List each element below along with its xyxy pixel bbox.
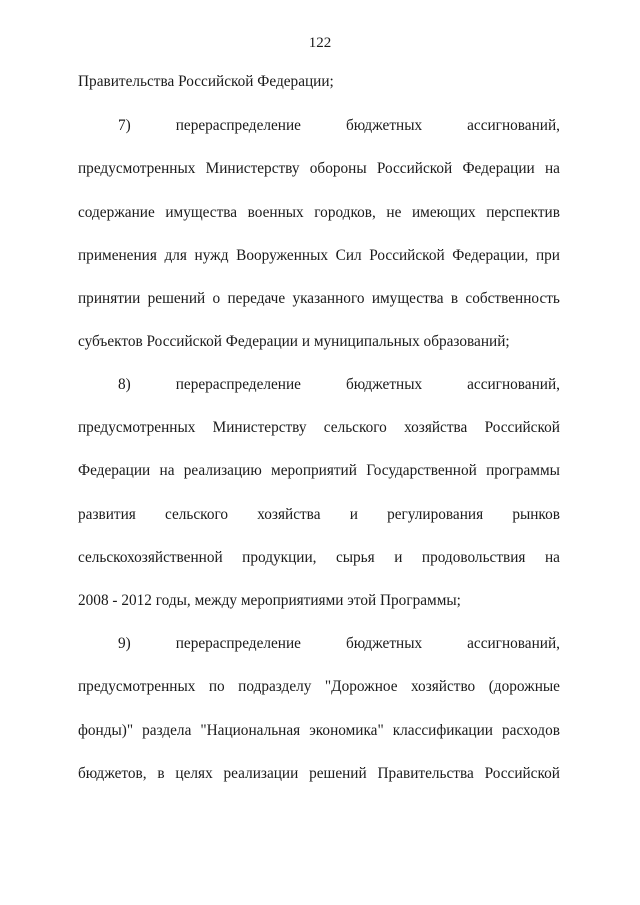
word: содержание [78,204,155,221]
word: сырья [335,549,375,566]
word: предусмотренных [78,678,196,695]
word: Российской [484,765,560,782]
word: сельского [165,506,229,523]
word: перераспределение [175,635,301,652]
text-line [78,246,560,266]
word: Российской [376,160,453,177]
word: хозяйство [410,678,476,695]
word: принятии [78,290,141,307]
text-line [78,418,560,438]
item-number: 9) [118,635,131,652]
word: обороны [309,160,367,177]
word: программы [486,462,560,479]
word: в [450,290,459,307]
word: Федерации, [452,247,529,264]
word: Федерации [462,160,535,177]
word: экономика" [309,722,384,739]
word: целях [175,765,213,782]
word: бюджетных [345,117,423,134]
text-line [78,159,560,179]
text-line [78,72,560,92]
word: реализации [223,765,299,782]
word: указанного [292,290,365,307]
word: рынков [512,506,560,523]
word: регулирования [387,506,484,523]
word: перспектив [486,204,560,221]
word: решений [147,290,206,307]
word: и [394,549,403,566]
text-segment: субъектов Российской Федерации и муниципальных образований; [78,333,510,350]
text-line [78,677,560,697]
word: хозяйства [257,506,321,523]
word: имеющих [411,204,476,221]
word: мероприятий [271,462,357,479]
word: нужд [194,247,229,264]
word: раздела [142,722,192,739]
word: ассигнований, [467,376,560,393]
word: предусмотренных [78,160,196,177]
word: по [208,678,225,695]
word: Министерству [212,419,307,436]
word: реализацию [183,462,262,479]
word: имущества [165,204,238,221]
word: применения [78,247,157,264]
word: Вооруженных [236,247,329,264]
text-segment: Правительства Российской Федерации; [78,73,334,90]
word: Российской [369,247,445,264]
word: предусмотренных [78,419,196,436]
word: Российской [484,419,560,436]
word: городков, [314,204,376,221]
word: Государственной [366,462,477,479]
word: для [164,247,187,264]
text-line [78,591,560,611]
word: решений [309,765,367,782]
text-line-item-9 [118,634,560,654]
word: развития [78,506,136,523]
word: продукции, [242,549,317,566]
text-line [78,203,560,223]
text-line-item-7 [118,116,560,136]
word: сельскохозяйственной [78,549,223,566]
text-line [78,764,560,784]
word: перераспределение [175,117,301,134]
word: Правительства [377,765,474,782]
word: Министерству [205,160,300,177]
text-line [78,548,560,568]
word: "Национальная [200,722,301,739]
word: собственность [465,290,560,307]
word: (дорожные [488,678,560,695]
word: передаче [227,290,286,307]
word: ассигнований, [467,117,560,134]
word: "Дорожное [324,678,398,695]
word: имущества [371,290,444,307]
item-number: 7) [118,117,131,134]
word: о [212,290,221,307]
word: военных [247,204,304,221]
word: на [544,549,560,566]
text-line [78,332,560,352]
text-line [78,289,560,309]
word: при [535,247,560,264]
item-number: 8) [118,376,131,393]
word: ассигнований, [467,635,560,652]
word: не [386,204,402,221]
text-line [78,505,560,525]
word: Сил [335,247,362,264]
page-number: 122 [308,35,332,51]
word: и [349,506,358,523]
word: бюджетных [345,376,423,393]
word: Федерации [78,462,151,479]
text-line [78,461,560,481]
word: фонды)" [78,722,134,739]
word: хозяйства [404,419,468,436]
word: продовольствия [421,549,526,566]
word: бюджетных [345,635,423,652]
word: бюджетов, [78,765,147,782]
word: подразделу [238,678,312,695]
word: классификации [392,722,493,739]
text-segment: 2008 - 2012 годы, между мероприятиями этой Программы; [78,592,461,609]
word: в [157,765,165,782]
text-line [78,721,560,741]
word: на [544,160,560,177]
word: сельского [323,419,387,436]
text-line-item-8 [118,375,560,395]
word: на [159,462,175,479]
word: перераспределение [175,376,301,393]
word: расходов [502,722,560,739]
